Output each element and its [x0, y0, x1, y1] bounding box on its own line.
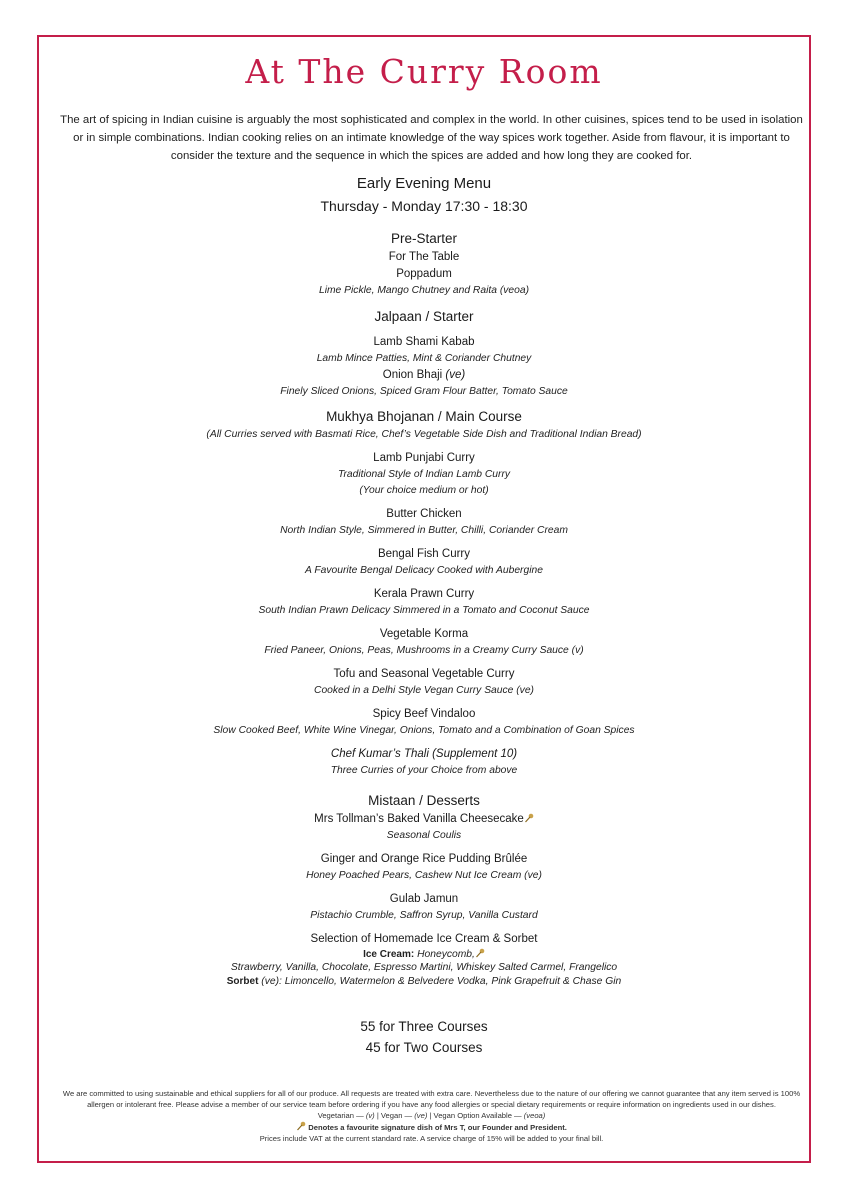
menu-content [40, 173, 808, 1058]
main-item-thali: Chef Kumar’s Thali (Supplement 10) [330, 748, 518, 760]
signature-note [55, 1121, 808, 1133]
sorbet-label: Sorbet [226, 976, 259, 987]
footer [55, 1088, 808, 1144]
main-desc: North Indian Style, Simmered in Butter, Chilli, Coriander Cream [280, 525, 568, 536]
ice-cream-label: Ice Cream: [363, 949, 415, 960]
dessert-desc: Pistachio Crumble, Saffron Syrup, Vanilla Custard [310, 910, 538, 921]
intro-paragraph: The art of spicing in Indian cuisine is arguably the most sophisticated and complex in the world. In other cuisines, spices tend to be used in isolation or in simple combinations. Indian cooking relies on an intimate knowledge of the way spices work together. Aside from flavour, it is important to consider the texture and the sequence in which the spices are added and how long they are cooked for. [60, 114, 803, 162]
main-item: Lamb Punjabi Curry [373, 452, 475, 464]
dessert-item: Gulab Jamun [389, 893, 459, 905]
legend-v: (v) [365, 1111, 375, 1120]
legend-ve: (ve) [414, 1111, 428, 1120]
main-desc: A Favourite Bengal Delicacy Cooked with Aubergine [305, 565, 543, 576]
legend-vegan: | Vegan — [376, 1111, 413, 1120]
main-note: (All Curries served with Basmati Rice, Chef’s Vegetable Side Dish and Traditional Indian Bread) [206, 429, 642, 440]
pre-starter-sub: For The Table [388, 251, 460, 263]
price-two-courses: 45 for Two Courses [365, 1040, 483, 1055]
main-desc: Three Curries of your Choice from above [330, 765, 518, 776]
section-heading-desserts: Mistaan / Desserts [368, 793, 480, 808]
menu-hours: Thursday - Monday 17:30 - 18:30 [320, 198, 528, 214]
page-title: At The Curry Room [245, 52, 603, 91]
main-desc: Slow Cooked Beef, White Wine Vinegar, Onions, Tomato and a Combination of Goan Spices [213, 725, 635, 736]
main-desc: Traditional Style of Indian Lamb Curry [337, 469, 511, 480]
main-desc: (Your choice medium or hot) [359, 485, 489, 496]
starter-item-name: Onion Bhaji [382, 369, 443, 381]
dessert-item: Ginger and Orange Rice Pudding Brûlée [320, 853, 528, 865]
starter-item [40, 367, 808, 384]
dessert-item-name: Mrs Tollman’s Baked Vanilla Cheesecake [314, 813, 524, 825]
main-item: Kerala Prawn Curry [373, 588, 475, 600]
main-desc: Cooked in a Delhi Style Vegan Curry Sauce (ve) [314, 685, 534, 696]
diet-legend [55, 1110, 808, 1121]
main-desc: South Indian Prawn Delicacy Simmered in a Tomato and Coconut Sauce [258, 605, 590, 616]
section-heading-main: Mukhya Bhojanan / Main Course [326, 409, 522, 424]
ice-cream-line [40, 948, 808, 961]
pre-starter-desc: Lime Pickle, Mango Chutney and Raita (veoa) [318, 285, 530, 296]
section-heading-pre-starter: Pre-Starter [390, 231, 458, 246]
pin-icon [524, 813, 534, 825]
pin-icon [475, 949, 485, 960]
legend-option: | Vegan Option Available — [429, 1111, 522, 1120]
starter-desc: Finely Sliced Onions, Spiced Gram Flour Batter, Tomato Sauce [280, 386, 568, 397]
menu-title: Early Evening Menu [356, 175, 492, 192]
starter-desc: Lamb Mince Patties, Mint & Coriander Chutney [316, 353, 532, 364]
allergen-notice: We are committed to using sustainable and ethical suppliers for all of our produce. All requests are treated with extra care. Nevertheless due to the nature of our offering we cannot guarantee that any item served is 100% allergen or intolerant free. Please advise a member of our service team before ordering if you have any food allergies or special dietary requirements or require information on ingredients used in our dishes. [62, 1089, 801, 1109]
dessert-desc: Seasonal Coulis [386, 830, 462, 841]
main-desc: Fried Paneer, Onions, Peas, Mushrooms in a Creamy Curry Sauce (v) [264, 645, 584, 656]
starter-item: Lamb Shami Kabab [373, 336, 475, 348]
sorbet-flavours: (ve): Limoncello, Watermelon & Belvedere Vodka, Pink Grapefruit & Chase Gin [261, 976, 622, 987]
pre-starter-item: Poppadum [396, 268, 452, 280]
sorbet-line [40, 974, 808, 989]
price-three-courses: 55 for Three Courses [360, 1019, 488, 1034]
main-item: Butter Chicken [386, 508, 462, 520]
diet-tag: (ve) [445, 369, 466, 381]
legend-vegetarian: Vegetarian — [317, 1111, 364, 1120]
pin-icon [296, 1123, 306, 1132]
dessert-desc: Honey Poached Pears, Cashew Nut Ice Cream (ve) [306, 870, 542, 881]
vat-notice: Prices include VAT at the current standard rate. A service charge of 15% will be added to your final bill. [259, 1134, 604, 1143]
dessert-item [40, 811, 808, 828]
dessert-item: Selection of Homemade Ice Cream & Sorbet [310, 933, 538, 945]
main-item: Bengal Fish Curry [377, 548, 471, 560]
section-heading-starter: Jalpaan / Starter [374, 309, 474, 324]
signature-text: Denotes a favourite signature dish of Mrs T, our Founder and President. [308, 1123, 567, 1132]
main-item: Spicy Beef Vindaloo [372, 708, 476, 720]
main-item: Vegetable Korma [379, 628, 469, 640]
main-item: Tofu and Seasonal Vegetable Curry [333, 668, 515, 680]
legend-veoa: (veoa) [523, 1111, 546, 1120]
ice-cream-first: Honeycomb, [417, 949, 475, 960]
ice-cream-flavours: Strawberry, Vanilla, Chocolate, Espresso Martini, Whiskey Salted Carmel, Frangelico [230, 962, 618, 973]
